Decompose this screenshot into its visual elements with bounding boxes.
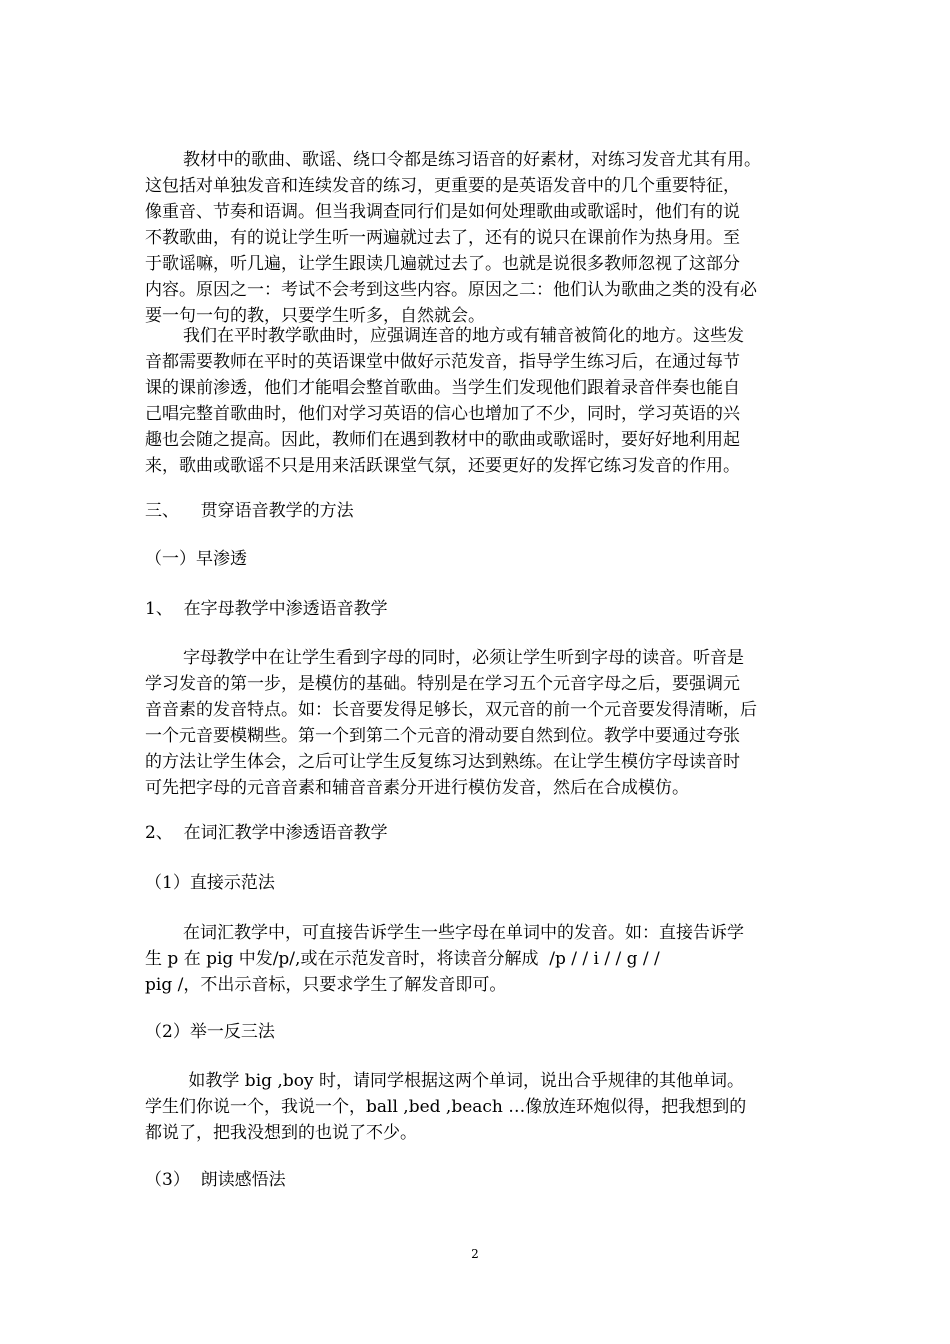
text-line: 生 p 在 pig 中发/p/,或在示范发音时，将读音分解成 /p / / i / / g / / [145, 949, 660, 969]
text-line: 都说了，把我没想到的也说了不少。 [145, 1123, 417, 1143]
text-line: 学习发音的第一步，是模仿的基础。特别是在学习五个元音字母之后，要强调元 [145, 674, 740, 694]
text-line: 这包括对单独发音和连续发音的练习，更重要的是英语发音中的几个重要特征， [145, 176, 740, 196]
text-line: 不教歌曲，有的说让学生听一两遍就过去了，还有的说只在课前作为热身用。至 [145, 228, 740, 248]
text-line: 可先把字母的元音音素和辅音音素分开进行模仿发音，然后在合成模仿。 [145, 778, 689, 798]
text-line: 课的课前渗透，他们才能唱会整首歌曲。当学生们发现他们跟着录音伴奏也能自 [145, 378, 740, 398]
paragraph-letter-teaching [145, 645, 810, 801]
text-line: pig /，不出示音标，只要求学生了解发音即可。 [145, 975, 507, 995]
text-line: 趣也会随之提高。因此，教师们在遇到教材中的歌曲或歌谣时，要好好地利用起 [145, 430, 740, 450]
paragraph-teaching-songs [145, 323, 810, 479]
text-line: 像重音、节奏和语调。但当我调查同行们是如何处理歌曲或歌谣时，他们有的说 [145, 202, 740, 222]
paragraph-direct-demonstration [145, 920, 810, 998]
method-heading-analogy: （2）举一反三法 [145, 1022, 275, 1042]
text-line: 的方法让学生体会，之后可让学生反复练习达到熟练。在让学生模仿字母读音时 [145, 752, 740, 772]
text-line: 内容。原因之一：考试不会考到这些内容。原因之二：他们认为歌曲之类的没有必 [145, 280, 757, 300]
text-line: 在词汇教学中，可直接告诉学生一些字母在单词中的发音。如：直接告诉学 [183, 923, 744, 943]
item-heading-letter-teaching: 1、 在字母教学中渗透语音教学 [145, 599, 388, 619]
method-heading-reading-comprehension: （3） 朗读感悟法 [145, 1170, 286, 1190]
text-line: 一个元音要模糊些。第一个到第二个元音的滑动要自然到位。教学中要通过夸张 [145, 726, 740, 746]
text-line: 我们在平时教学歌曲时，应强调连音的地方或有辅音被简化的地方。这些发 [183, 326, 744, 346]
text-line: 要一句一句的教，只要学生听多，自然就会。 [145, 306, 485, 326]
subsection-heading-early-infiltration: （一）早渗透 [145, 549, 247, 569]
section-heading-3: 三、 贯穿语音教学的方法 [145, 501, 354, 521]
method-heading-direct-demonstration: （1）直接示范法 [145, 873, 275, 893]
text-line: 于歌谣嘛，听几遍，让学生跟读几遍就过去了。也就是说很多教师忽视了这部分 [145, 254, 740, 274]
text-line: 如教学 big ,boy 时，请同学根据这两个单词，说出合乎规律的其他单词。 [183, 1071, 744, 1091]
page-number: 2 [471, 1247, 479, 1261]
text-line: 音都需要教师在平时的英语课堂中做好示范发音，指导学生练习后，在通过每节 [145, 352, 740, 372]
text-line: 来，歌曲或歌谣不只是用来活跃课堂气氛，还要更好的发挥它练习发音的作用。 [145, 456, 740, 476]
item-heading-vocabulary-teaching: 2、 在词汇教学中渗透语音教学 [145, 823, 388, 843]
text-line: 音音素的发音特点。如：长音要发得足够长，双元音的前一个元音要发得清晰，后 [145, 700, 757, 720]
text-line: 教材中的歌曲、歌谣、绕口令都是练习语音的好素材，对练习发音尤其有用。 [183, 150, 761, 170]
text-line: 学生们你说一个，我说一个，ball ,bed ,beach …像放连环炮似得，把我想到的 [145, 1097, 747, 1117]
paragraph-analogy [145, 1068, 810, 1146]
text-line: 己唱完整首歌曲时，他们对学习英语的信心也增加了不少，同时，学习英语的兴 [145, 404, 740, 424]
text-line: 字母教学中在让学生看到字母的同时，必须让学生听到字母的读音。听音是 [183, 648, 744, 668]
paragraph-songs-and-chants [145, 147, 810, 329]
